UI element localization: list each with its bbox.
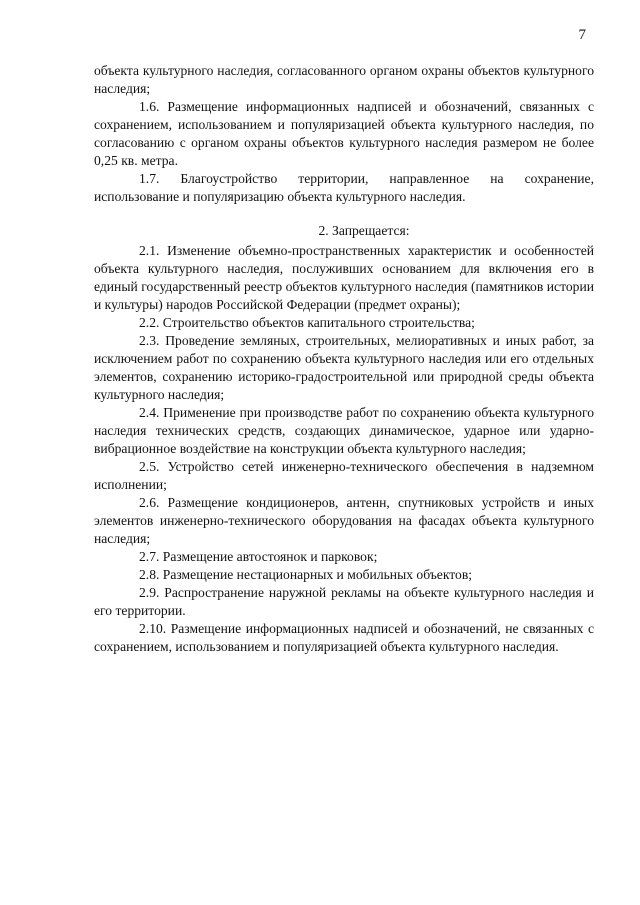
item-1-7: 1.7. Благоустройство территории, направленное на сохранение, использование и популяризацию объекта культурного наследия.: [94, 171, 594, 204]
item-2-4: 2.4. Применение при производстве работ по сохранению объекта культурного наследия технических средств, создающих динамическое, ударное или ударно-вибрационное воздействие на конструкции объекта культурного наследия;: [94, 405, 594, 456]
item-2-3: 2.3. Проведение земляных, строительных, мелиоративных и иных работ, за исключением работ по сохранению объекта культурного наследия или его отдельных элементов, сохранению историко-градостроительной или природной среды объекта культурного наследия;: [94, 333, 594, 402]
item-1-6: 1.6. Размещение информационных надписей и обозначений, связанных с сохранением, использованием и популяризацией объекта культурного наследия, по согласованию с органом охраны объектов культурного наследия размером не более 0,25 кв. метра.: [94, 99, 594, 168]
item-2-6: 2.6. Размещение кондиционеров, антенн, спутниковых устройств и иных элементов инженерно-технического оборудования на фасадах объекта культурного наследия;: [94, 495, 594, 546]
item-2-9: 2.9. Распространение наружной рекламы на объекте культурного наследия и его территории.: [94, 585, 594, 618]
continuation-paragraph: объекта культурного наследия, согласованного органом охраны объектов культурного наследия;: [94, 63, 594, 96]
item-2-8: 2.8. Размещение нестационарных и мобильных объектов;: [139, 567, 473, 582]
section-heading-prohibited: 2. Запрещается:: [318, 223, 410, 238]
item-2-7: 2.7. Размещение автостоянок и парковок;: [139, 549, 378, 564]
item-2-10: 2.10. Размещение информационных надписей и обозначений, не связанных с сохранением, использованием и популяризацией объекта культурного наследия.: [94, 621, 594, 654]
item-2-5: 2.5. Устройство сетей инженерно-технического обеспечения в надземном исполнении;: [94, 459, 594, 492]
page-number: 7: [578, 27, 586, 43]
document-body: [94, 62, 594, 656]
item-2-2: 2.2. Строительство объектов капитального строительства;: [139, 315, 475, 330]
item-2-1: 2.1. Изменение объемно-пространственных характеристик и особенностей объекта культурного наследия, послуживших основанием для включения его в единый государственный реестр объектов культурного наследия (памятников истории и культуры) народов Российской Федерации (предмет охраны);: [94, 243, 594, 312]
